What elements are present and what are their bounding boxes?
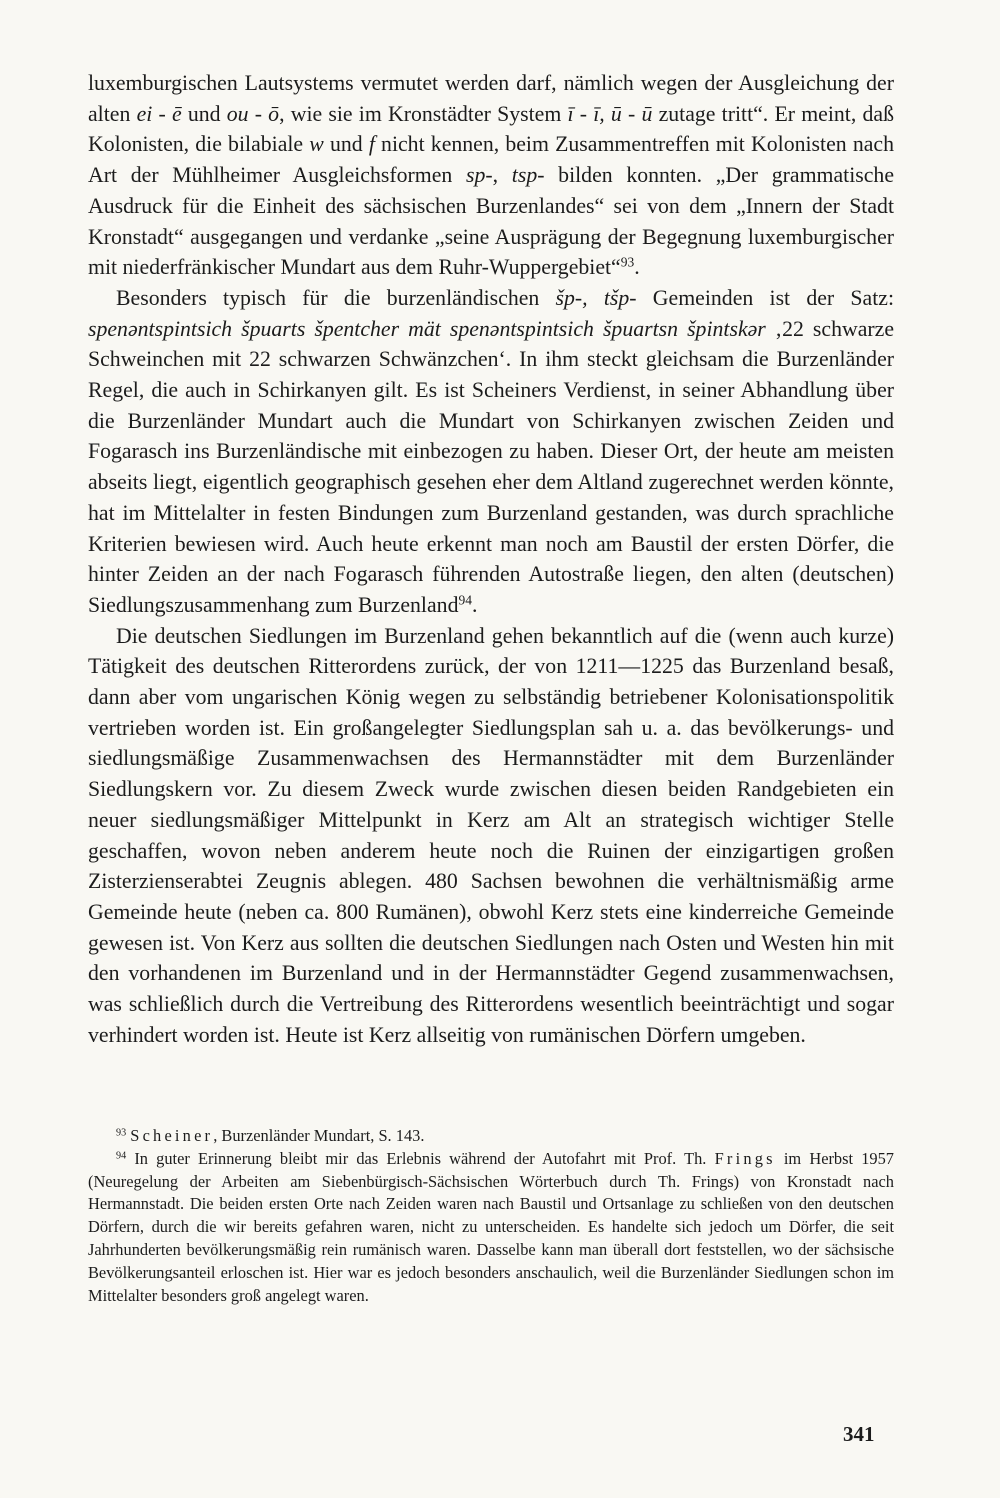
text-run: .	[471, 592, 478, 617]
text-run: ,	[492, 163, 512, 188]
italic-text: ou - ō	[226, 101, 280, 126]
italic-text: ī - ī, ū - ū	[567, 101, 653, 126]
text-run: Die deutschen Siedlungen im Burzenland gehen bekanntlich auf die (wenn auch kurze) Tätigkeit des deutschen Ritterordens zurück, der von 1211—1225 das Burzenland besaß, dann aber vom ungarischen König wegen zu selbständig betriebener Kolonisationspolitik vertrieben worden ist. Ein großangelegter Siedlungsplan sah u. a. das bevölkerungs- und siedlungsmäßige Zusammenwachsen des Hermannstädter mit dem Burzenländer Siedlungskern vor. Zu diesem Zweck wurde zwischen diesen beiden Randgebieten ein neuer siedlungsmäßiger Mittelpunkt in Kerz am Alt an strategisch wichtiger Stelle geschaffen, wovon neben anderem heute noch die Ruinen der einzigartigen großen Zisterzienserabtei Zeugnis ablegen. 480 Sachsen bewohnen die verhältnismäßig arme Gemeinde heute (neben ca. 800 Rumänen), obwohl Kerz stets eine kinderreiche Gemeinde gewesen ist. Von Kerz aus sollten die deutschen Siedlungen nach Osten und Westen hin mit den vorhandenen im Burzenland und in der Hermannstädter Gegend zusammenwachsen, was schließlich durch die Vertreibung des Ritterordens wesentlich beeinträchtigt und sogar verhindert worden ist. Heute ist Kerz allseitig von rumänischen Dörfern umgeben.	[88, 623, 894, 1047]
italic-text: tsp-	[511, 163, 545, 188]
italic-text: w	[309, 132, 324, 157]
footnote-ref: 94	[116, 1150, 127, 1162]
footnote-ref: 93	[620, 254, 635, 270]
text-run: , Burzenländer Mundart, S. 143.	[213, 1126, 425, 1145]
text-run: Besonders typisch für die burzenländischen	[116, 285, 556, 310]
main-text	[88, 68, 894, 1051]
text-run: luxemburgischen Lautsystems vermutet werden darf, nämlich wegen der Ausgleichung der alten	[88, 71, 894, 126]
footnote-94	[88, 1148, 894, 1308]
text-run: In guter Erinnerung bleibt mir das Erlebnis während der Autofahrt mit Prof. Th.	[126, 1148, 715, 1168]
footnotes	[88, 1125, 894, 1307]
text-run: bilden konnten. „Der grammatische Ausdruck für die Einheit des sächsischen Burzenlandes“ sei von dem „Innern der Stadt Kronstadt“ ausgegangen und verdanke „seine Ausprägung der Begegnung luxemburgischer mit niederfränkischer Mundart aus dem Ruhr-Wuppergebiet“	[88, 163, 894, 280]
italic-text: f	[368, 132, 375, 157]
italic-text: spenəntspintsich špuarts špentcher mät spenəntspintsich špuartsn špintskər	[88, 316, 766, 341]
text-run: .	[634, 255, 640, 280]
text-run: Gemeinden ist der Satz:	[636, 285, 895, 310]
spaced-name: Frings	[714, 1148, 776, 1168]
footnote-93	[88, 1125, 894, 1148]
text-run: im Herbst 1957 (Neuregelung der Arbeiten am Siebenbürgisch-Sächsischen Wörterbuch durch Th. Frings) von Kronstadt nach Hermannstadt. Die beiden ersten Orte nach Zeiden waren nach Baustil und Ortsanlage zu schließen von den deutschen Dörfern, durch die wir bereits gefahren waren, nicht zu unterscheiden. Es handelte sich jedoch um Dörfer, die seit Jahrhunderten bevölkerungsmäßig rein rumänisch waren. Dasselbe kann man überall dort feststellen, wo der sächsische Bevölkerungsanteil erloschen ist. Hier war es jedoch besonders anschaulich, weil die Burzenländer Siedlungen schon im Mittelalter besonders groß angelegt waren.	[88, 1148, 895, 1305]
footnote-ref: 94	[458, 592, 472, 608]
footnote-ref: 93	[116, 1127, 127, 1139]
text-run: , wie sie im Kronstädter System	[279, 101, 568, 126]
paragraph-3	[88, 621, 894, 1051]
text-run: und	[323, 132, 369, 157]
page-number: 341	[843, 1422, 875, 1446]
italic-text: ei - ē	[136, 101, 182, 126]
text-run: und	[181, 101, 227, 126]
text-run: ‚22 schwarze Schweinchen mit 22 schwarzen Schwänzchen‘. In ihm steckt gleichsam die Burzenländer Regel, die auch in Schirkanyen gilt. Es ist Scheiners Verdienst, in seiner Abhandlung über die Burzenländer Mundart auch die Mundart von Schirkanyen zwischen Zeiden und Fogarasch ins Burzenländische mit einbezogen zu haben. Dieser Ort, der heute am meisten abseits liegt, eigentlich geographisch gesehen eher dem Altland zugerechnet werden könnte, hat im Mittelalter in festen Bindungen zum Burzenland gestanden, was durch sprachliche Kriterien bewiesen wird. Auch heute erkennt man noch am Baustil der ersten Dörfer, die hinter Zeiden an der nach Fogarasch führenden Autostraße liegen, den alten (deutschen) Siedlungszusammenhang zum Burzenland	[88, 316, 894, 617]
italic-text: šp-, tšp-	[555, 285, 637, 310]
text-run: zutage tritt“. Er meint, daß Kolonisten, die bilabiale	[88, 101, 894, 157]
text-run: nicht kennen, beim Zusammentreffen mit Kolonisten nach Art der Mühlheimer Ausgleichsformen	[88, 132, 894, 188]
italic-text: sp-	[466, 163, 493, 188]
spaced-name: Scheiner	[130, 1126, 214, 1145]
paragraph-1	[88, 68, 894, 283]
paragraph-2	[88, 283, 894, 621]
